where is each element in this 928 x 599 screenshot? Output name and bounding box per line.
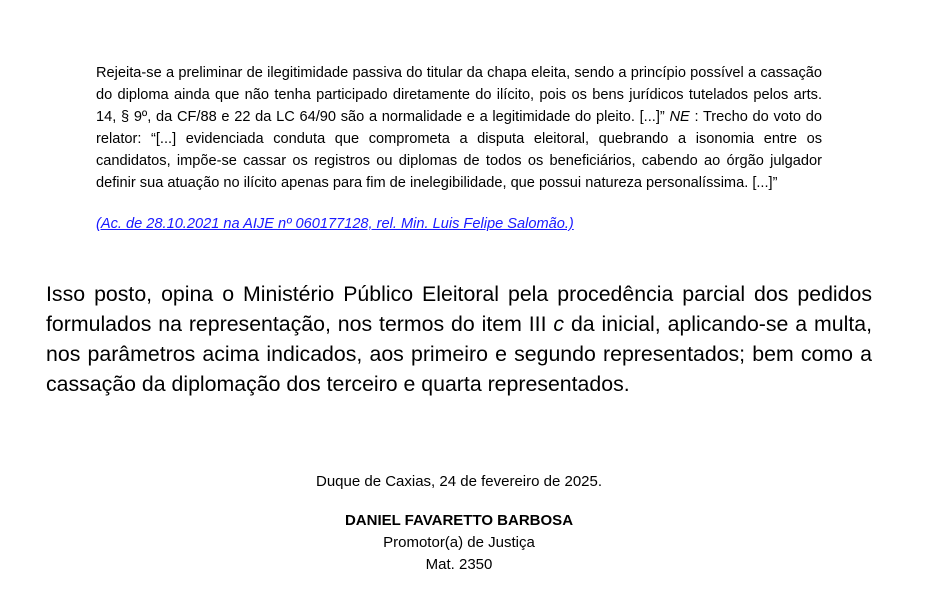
- signature-name: DANIEL FAVARETTO BARBOSA: [344, 512, 574, 529]
- signature-place-date: Duque de Caxias, 24 de fevereiro de 2025.: [315, 473, 603, 490]
- quote-ne-label: NE: [669, 109, 690, 126]
- conclusion-paragraph: [46, 279, 872, 399]
- jurisprudence-quote: [96, 62, 822, 195]
- quote-text-part1: Rejeita-se a preliminar de ilegitimidade passiva do titular da chapa eleita, sendo a princípio possível a cassação do diploma ainda que não tenha participado diretamente do ilícito, pois os bens jurídicos tutelados pelos arts. 14, § 9º, da CF/88 e 22 da LC 64/90 são a normalidade e a legitimidade do pleito. [...]”: [96, 65, 822, 126]
- conclusion-text-part1: Isso posto, opina o Ministério Público Eleitoral pela procedência parcial dos pedidos formulados na representação, nos termos do item III: [46, 282, 872, 336]
- signature-registration: Mat. 2350: [425, 556, 493, 573]
- conclusion-item-letter: c: [553, 312, 565, 336]
- citation-link[interactable]: (Ac. de 28.10.2021 na AIJE nº 060177128, rel. Min. Luis Felipe Salomão.): [96, 216, 574, 232]
- signature-role: Promotor(a) de Justiça: [383, 534, 535, 551]
- conclusion-text-part2: da inicial, aplicando-se a multa, nos parâmetros acima indicados, aos primeiro e segundo representados; bem como a cassação da diplomação dos terceiro e quarta representados.: [46, 312, 872, 396]
- quote-text-part2: : Trecho do voto do relator: “[...] evidenciada conduta que comprometa a disputa eleitoral, quebrando a isonomia entre os candidatos, impõe-se cassar os registros ou diplomas de todos os beneficiários, cabendo ao órgão julgador definir sua atuação no ilícito apenas para fim de inelegibilidade, que possui natureza personalíssima. [...]”: [96, 109, 822, 192]
